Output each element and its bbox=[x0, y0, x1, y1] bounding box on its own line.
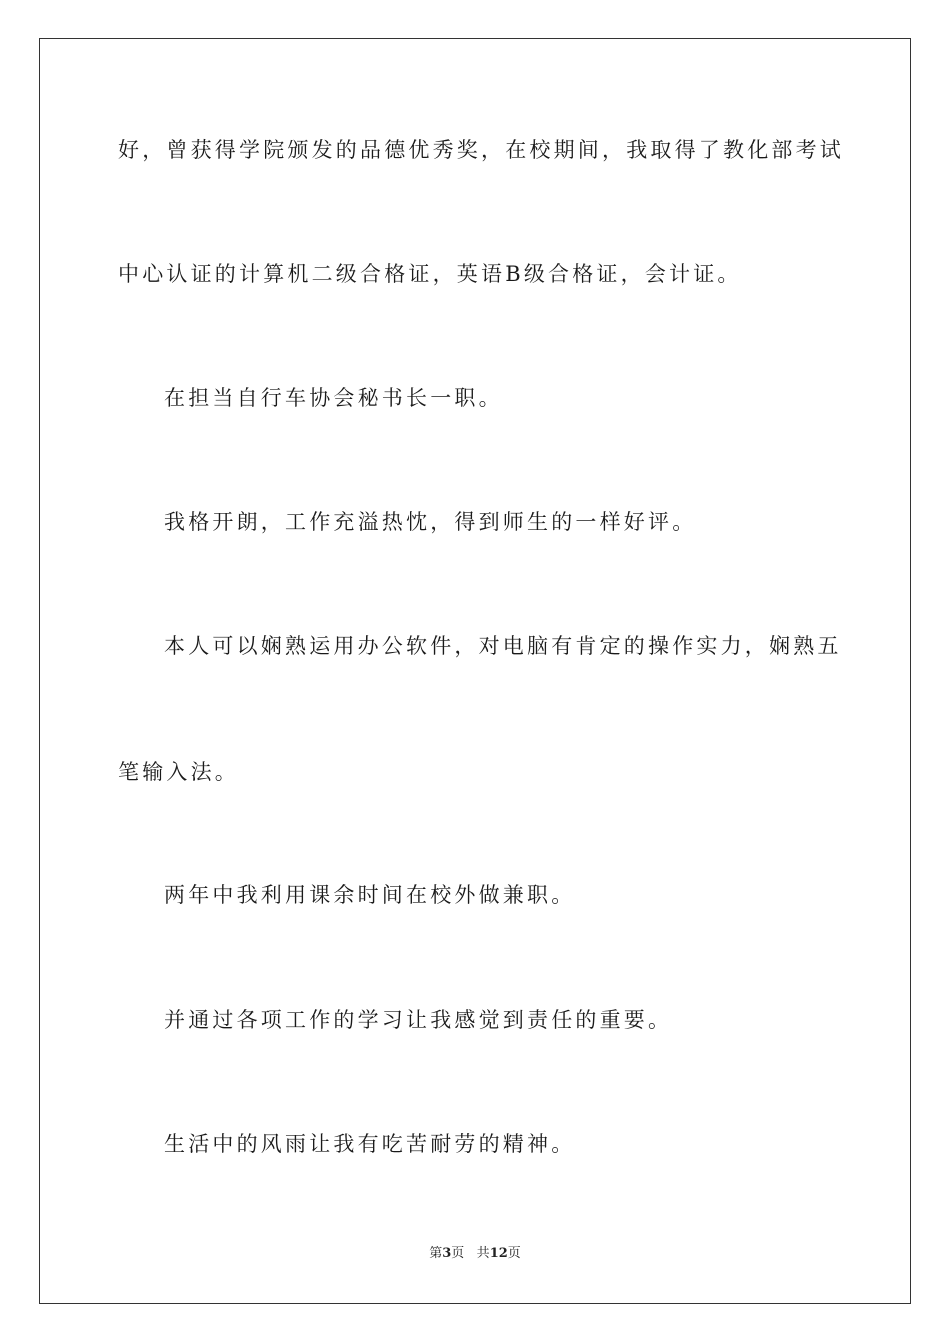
paragraph-line-6: 笔输入法。 bbox=[118, 760, 239, 784]
footer-gap bbox=[464, 1246, 476, 1261]
page-number: 3 bbox=[442, 1246, 452, 1261]
paragraph-line-9: 生活中的风雨让我有吃苦耐劳的精神。 bbox=[164, 1132, 576, 1156]
paragraph-line-5: 本人可以娴熟运用办公软件，对电脑有肯定的操作实力，娴熟五 bbox=[164, 634, 842, 658]
paragraph-line-3: 在担当自行车协会秘书长一职。 bbox=[164, 386, 503, 410]
total-prefix: 共 bbox=[476, 1246, 490, 1261]
page-suffix: 页 bbox=[451, 1246, 465, 1261]
paragraph-line-4: 我格开朗，工作充溢热忱，得到师生的一样好评。 bbox=[164, 510, 697, 534]
page-footer bbox=[0, 1247, 950, 1260]
paragraph-line-7: 两年中我利用课余时间在校外做兼职。 bbox=[164, 883, 576, 907]
total-pages: 12 bbox=[489, 1246, 508, 1261]
total-suffix: 页 bbox=[507, 1246, 521, 1261]
paragraph-line-8: 并通过各项工作的学习让我感觉到责任的重要。 bbox=[164, 1008, 673, 1032]
paragraph-line-1: 好，曾获得学院颁发的品德优秀奖，在校期间，我取得了教化部考试 bbox=[118, 138, 844, 162]
page-prefix: 第 bbox=[429, 1246, 443, 1261]
page-border bbox=[39, 38, 911, 1304]
paragraph-line-2: 中心认证的计算机二级合格证，英语B级合格证，会计证。 bbox=[118, 262, 742, 286]
